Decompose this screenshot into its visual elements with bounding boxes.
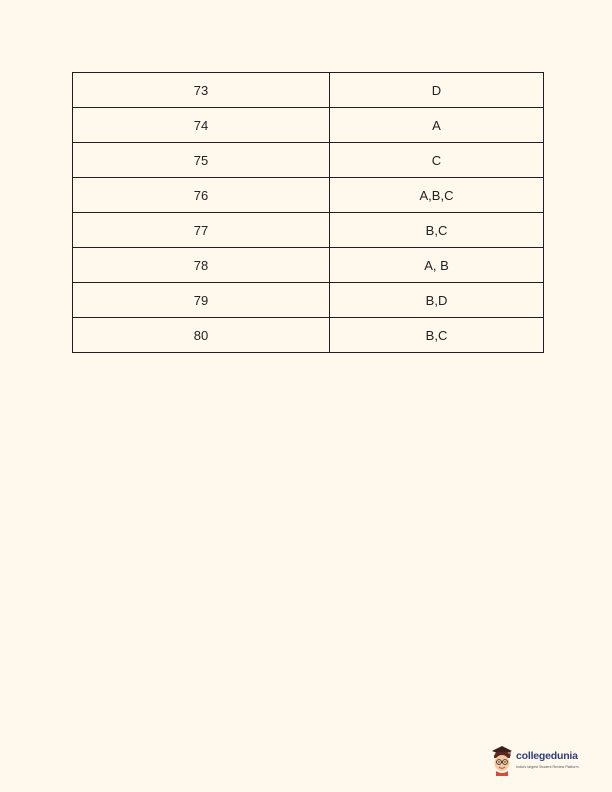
question-number-cell: 74 bbox=[73, 108, 330, 143]
collegedunia-logo bbox=[490, 744, 602, 778]
table-row bbox=[73, 108, 544, 143]
table-row bbox=[73, 283, 544, 318]
question-number-cell: 77 bbox=[73, 213, 330, 248]
answer-cell: B,D bbox=[330, 283, 544, 318]
logo-tagline: India's largest Student Review Platform bbox=[516, 765, 579, 769]
question-number-cell: 78 bbox=[73, 248, 330, 283]
question-number-cell: 79 bbox=[73, 283, 330, 318]
table-row bbox=[73, 248, 544, 283]
answer-cell: D bbox=[330, 73, 544, 108]
question-number-cell: 80 bbox=[73, 318, 330, 353]
student-mascot-icon bbox=[490, 744, 514, 776]
answer-cell: A bbox=[330, 108, 544, 143]
question-number-cell: 76 bbox=[73, 178, 330, 213]
question-number-cell: 75 bbox=[73, 143, 330, 178]
table-row bbox=[73, 178, 544, 213]
answer-cell: B,C bbox=[330, 318, 544, 353]
answer-cell: A,B,C bbox=[330, 178, 544, 213]
table-row bbox=[73, 73, 544, 108]
answer-cell: B,C bbox=[330, 213, 544, 248]
answer-cell: A, B bbox=[330, 248, 544, 283]
table-row bbox=[73, 143, 544, 178]
logo-brand-name: collegedunia bbox=[516, 750, 578, 762]
answer-key-table bbox=[72, 72, 544, 353]
table-row bbox=[73, 318, 544, 353]
table-row bbox=[73, 213, 544, 248]
question-number-cell: 73 bbox=[73, 73, 330, 108]
answer-cell: C bbox=[330, 143, 544, 178]
